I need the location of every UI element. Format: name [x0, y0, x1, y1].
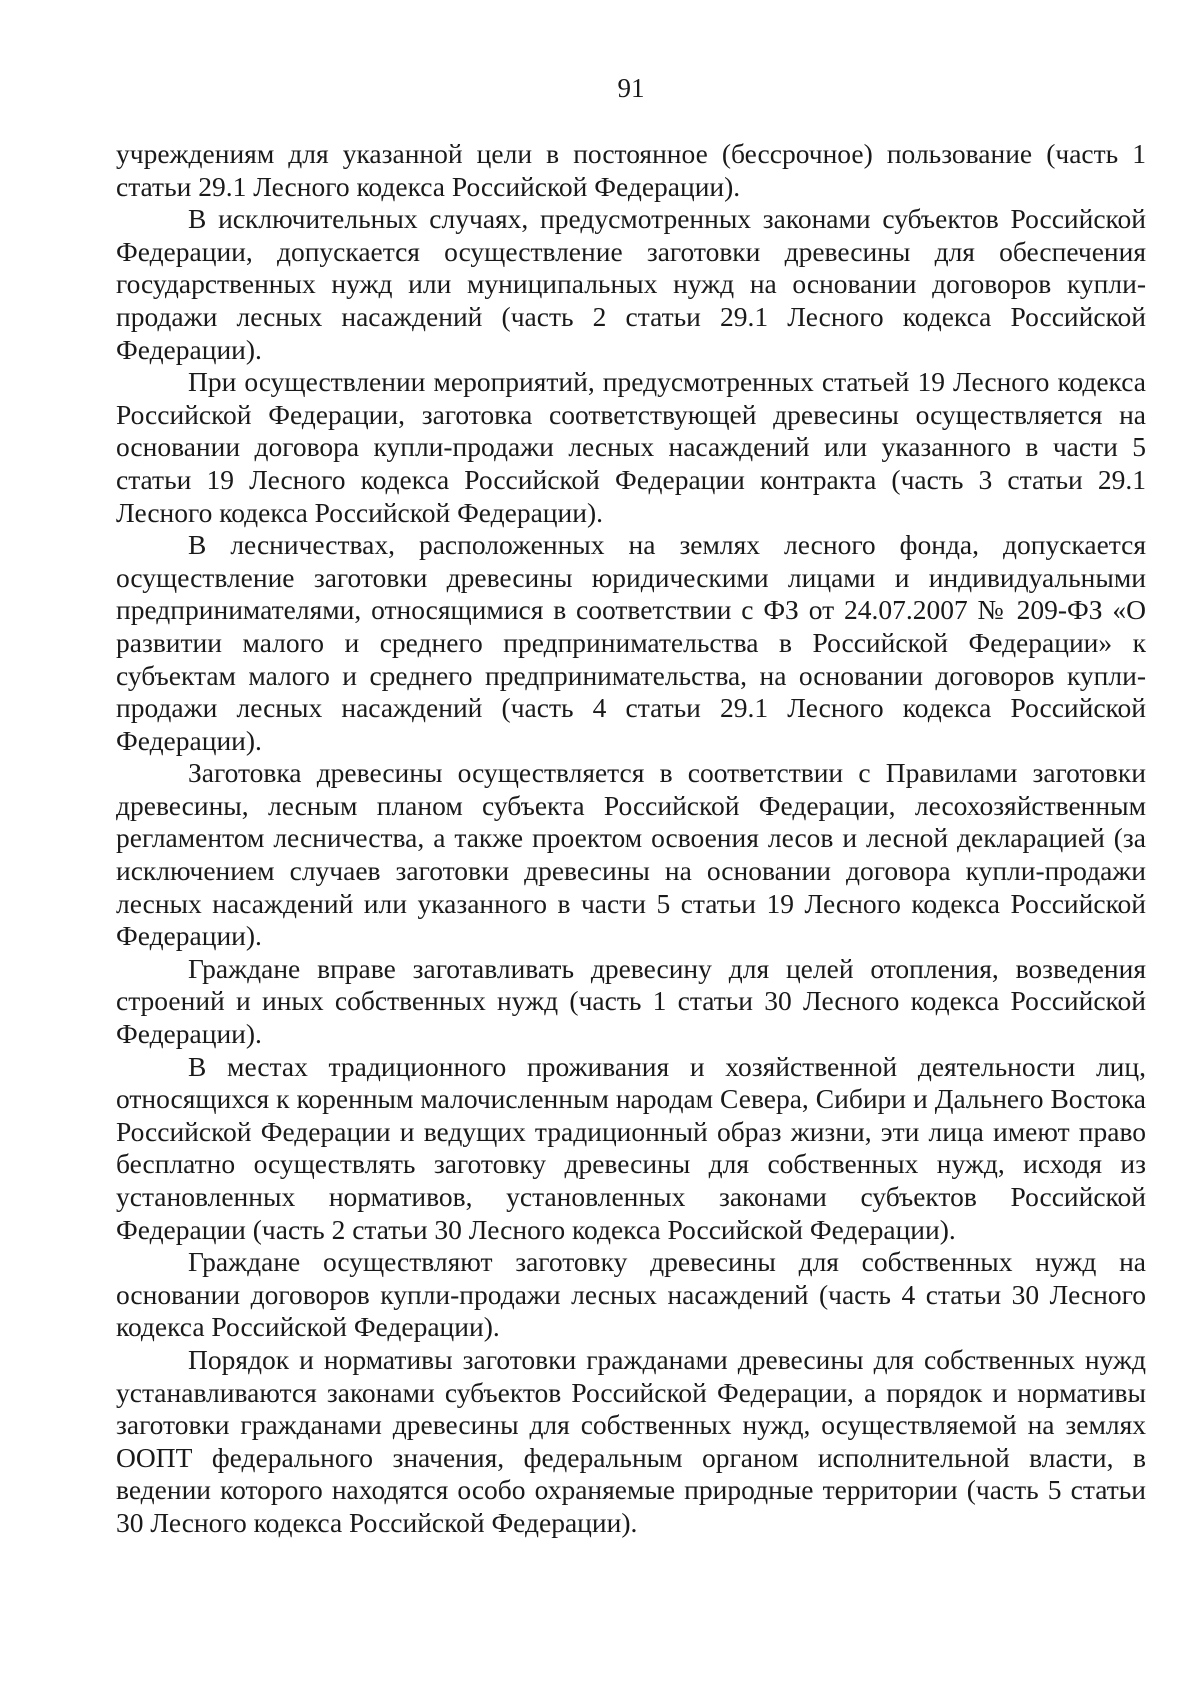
paragraph: Порядок и нормативы заготовки гражданами древесины для собственных нужд устанавливаются законами субъектов Российской Федерации, а порядок и нормативы заготовки гражданами древесины для собственных нужд, осуществляемой на землях ООПТ федерального значения, федеральным органом исполнительной власти, в ведении которого находятся особо охраняемые природные территории (часть 5 статьи 30 Лесного кодекса Российской Федерации).: [116, 1343, 1146, 1538]
paragraph-continued: учреждениям для указанной цели в постоянное (бессрочное) пользование (часть 1 статьи 29.1 Лесного кодекса Российской Федерации).: [116, 138, 1146, 202]
paragraph: При осуществлении мероприятий, предусмотренных статьей 19 Лесного кодекса Российской Федерации, заготовка соответствующей древесины осуществляется на основании договора купли-продажи лесных насаждений или указанного в части 5 статьи 19 Лесного кодекса Российской Федерации контракта (часть 3 статьи 29.1 Лесного кодекса Российской Федерации).: [116, 366, 1146, 528]
document-body: [116, 138, 1146, 1540]
page-number: 91: [617, 73, 645, 103]
paragraph: Граждане вправе заготавливать древесину для целей отопления, возведения строений и иных собственных нужд (часть 1 статьи 30 Лесного кодекса Российской Федерации).: [116, 952, 1146, 1050]
paragraph: В лесничествах, расположенных на землях лесного фонда, допускается осуществление заготовки древесины юридическими лицами и индивидуальными предпринимателями, относящимися в соответствии с ФЗ от 24.07.2007 № 209-ФЗ «О развитии малого и среднего предпринимательства в Российской Федерации» к субъектам малого и среднего предпринимательства, на основании договоров купли-продажи лесных насаждений (часть 4 статьи 29.1 Лесного кодекса Российской Федерации).: [116, 529, 1146, 756]
paragraph: В исключительных случаях, предусмотренных законами субъектов Российской Федерации, допускается осуществление заготовки древесины для обеспечения государственных нужд или муниципальных нужд на основании договоров купли-продажи лесных насаждений (часть 2 статьи 29.1 Лесного кодекса Российской Федерации).: [116, 203, 1146, 365]
paragraph: В местах традиционного проживания и хозяйственной деятельности лиц, относящихся к коренным малочисленным народам Севера, Сибири и Дальнего Востока Российской Федерации и ведущих традиционный образ жизни, эти лица имеют право бесплатно осуществлять заготовку древесины для собственных нужд, исходя из установленных нормативов, установленных законами субъектов Российской Федерации (часть 2 статьи 30 Лесного кодекса Российской Федерации).: [116, 1050, 1146, 1245]
paragraph: Заготовка древесины осуществляется в соответствии с Правилами заготовки древесины, лесным планом субъекта Российской Федерации, лесохозяйственным регламентом лесничества, а также проектом освоения лесов и лесной декларацией (за исключением случаев заготовки древесины на основании договора купли-продажи лесных насаждений или указанного в части 5 статьи 19 Лесного кодекса Российской Федерации).: [116, 757, 1146, 952]
paragraph: Граждане осуществляют заготовку древесины для собственных нужд на основании договоров купли-продажи лесных насаждений (часть 4 статьи 30 Лесного кодекса Российской Федерации).: [116, 1246, 1146, 1343]
